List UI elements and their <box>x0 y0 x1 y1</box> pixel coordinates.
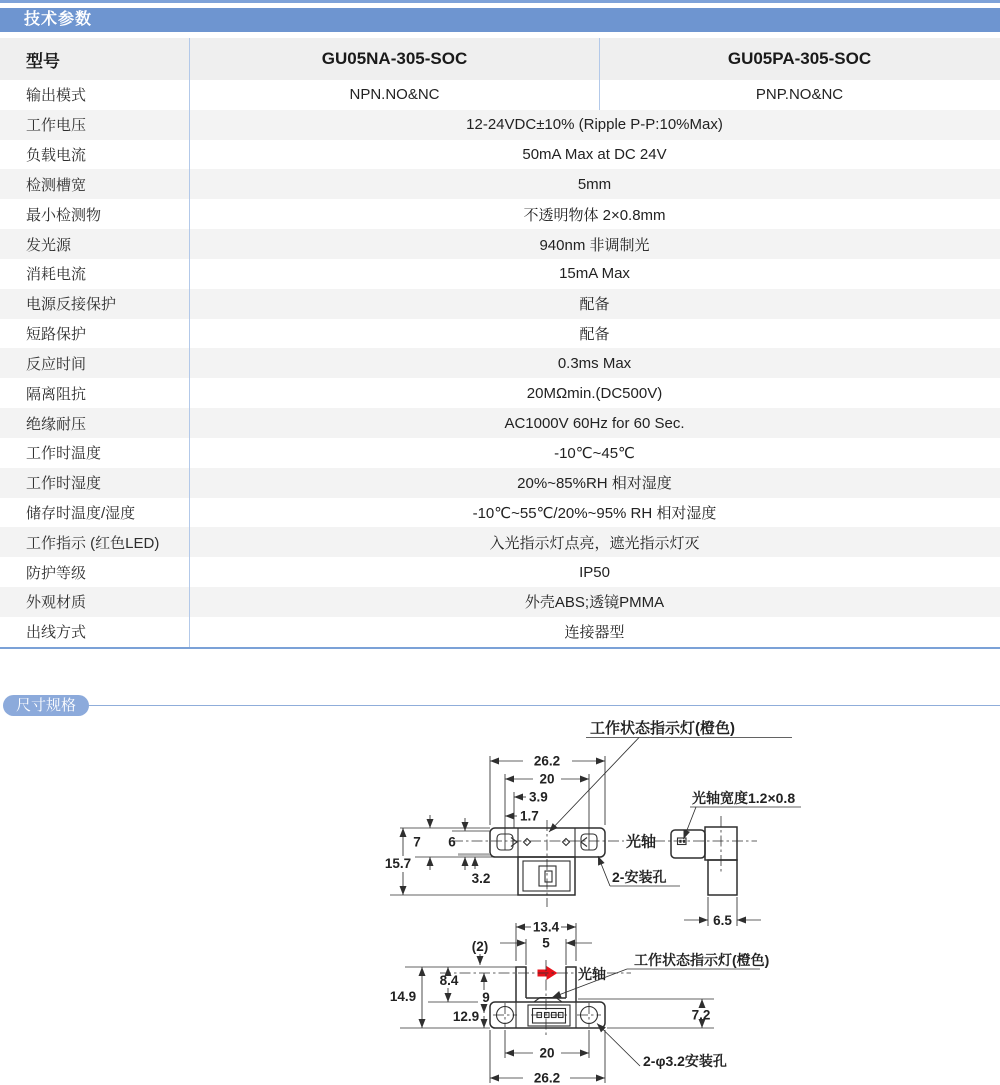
row-label: 隔离阻抗 <box>0 378 190 408</box>
row-value: 940nm 非调制光 <box>539 236 650 254</box>
row-label: 反应时间 <box>0 348 190 378</box>
bottom-dim-9: 9 <box>482 990 490 1005</box>
bottom-dim-2: (2) <box>471 939 489 954</box>
row-value: 配备 <box>579 296 610 314</box>
front-indicator-label: 工作状态指示灯(橙色) <box>590 720 735 737</box>
row-label: 短路保护 <box>0 319 190 349</box>
bottom-optical-axis-label: 光轴 <box>578 966 606 982</box>
section-divider-line <box>88 705 1000 706</box>
row-label: 出线方式 <box>0 617 190 647</box>
table-row <box>0 498 1000 528</box>
row-label: 负载电流 <box>0 140 190 170</box>
front-dim-26-2: 26.2 <box>533 753 561 769</box>
row-label: 储存时温度/湿度 <box>0 498 190 528</box>
table-row <box>0 617 1000 647</box>
bottom-dim-20: 20 <box>539 1045 555 1061</box>
header-model-npn: GU05NA-305-SOC <box>190 38 600 80</box>
front-dim-6: 6 <box>448 834 456 850</box>
row-value: IP50 <box>579 563 610 581</box>
bottom-dim-12-9: 12.9 <box>452 1009 480 1024</box>
dimension-drawing <box>0 720 1000 1085</box>
table-row <box>0 80 1000 110</box>
table-header-row <box>0 38 1000 80</box>
table-row <box>0 468 1000 498</box>
row-label: 绝缘耐压 <box>0 408 190 438</box>
table-row <box>0 110 1000 140</box>
bottom-indicator-label: 工作状态指示灯(橙色) <box>634 952 770 968</box>
row-value: 连接器型 <box>564 624 625 642</box>
row-value: 15mA Max <box>559 265 630 283</box>
row-value: -10℃~45℃ <box>554 444 635 462</box>
table-row <box>0 199 1000 229</box>
side-view <box>671 790 801 928</box>
side-dim-6-5: 6.5 <box>713 913 732 928</box>
front-view <box>385 720 792 907</box>
row-label: 消耗电流 <box>0 259 190 289</box>
row-label: 输出模式 <box>0 80 190 110</box>
row-value: -10℃~55℃/20%~95% RH 相对湿度 <box>472 505 717 522</box>
row-label: 外观材质 <box>0 587 190 617</box>
bottom-dim-26-2: 26.2 <box>533 1070 561 1085</box>
header-model: 型号 <box>0 38 190 80</box>
header-model-pnp: GU05PA-305-SOC <box>727 49 872 68</box>
table-row <box>0 557 1000 587</box>
row-value-pnp: PNP.NO&NC <box>755 86 844 104</box>
table-row <box>0 169 1000 199</box>
row-label: 工作电压 <box>0 110 190 140</box>
row-label: 最小检测物 <box>0 199 190 229</box>
front-dim-3-9: 3.9 <box>529 789 548 805</box>
front-dim-20: 20 <box>539 771 555 787</box>
table-row <box>0 140 1000 170</box>
row-value: 20MΩmin.(DC500V) <box>526 384 663 402</box>
front-mounting-label: 2-安装孔 <box>612 869 667 885</box>
dimension-drawing-svg <box>0 720 1000 1085</box>
row-label: 工作指示 (红色LED) <box>0 527 190 557</box>
row-value: 外壳ABS;透镜PMMA <box>524 594 665 612</box>
front-dim-7: 7 <box>413 834 421 850</box>
row-label: 工作时温度 <box>0 438 190 468</box>
bottom-view <box>390 920 769 1085</box>
row-label: 发光源 <box>0 229 190 259</box>
row-label: 工作时湿度 <box>0 468 190 498</box>
table-row <box>0 289 1000 319</box>
bottom-dim-14-9: 14.9 <box>389 989 417 1004</box>
table-row <box>0 438 1000 468</box>
row-value: 不透明物体 2×0.8mm <box>523 206 666 224</box>
section-title-dimensions: 尺寸规格 <box>3 695 89 716</box>
table-row <box>0 348 1000 378</box>
section-title-technical-parameters: 技术参数 <box>0 8 1000 32</box>
table-row <box>0 527 1000 557</box>
row-label: 电源反接保护 <box>0 289 190 319</box>
front-dim-1-7: 1.7 <box>520 808 539 824</box>
front-dim-15-7: 15.7 <box>384 856 412 871</box>
bottom-dim-13-4: 13.4 <box>532 919 560 935</box>
side-axis-width-label: 光轴宽度1.2×0.8 <box>692 790 796 806</box>
bottom-mounting-label: 2-φ3.2安装孔 <box>643 1053 727 1069</box>
row-value: 配备 <box>579 326 610 344</box>
table-row <box>0 229 1000 259</box>
table-row <box>0 378 1000 408</box>
row-value: 20%~85%RH 相对湿度 <box>517 475 672 493</box>
row-label: 防护等级 <box>0 557 190 587</box>
row-value: 入光指示灯点亮，遮光指示灯灭 <box>489 534 700 552</box>
table-row <box>0 259 1000 289</box>
front-dim-3-2: 3.2 <box>471 871 491 886</box>
row-label: 检测槽宽 <box>0 169 190 199</box>
table-bottom-border <box>0 647 1000 649</box>
row-value-npn: NPN.NO&NC <box>190 80 600 110</box>
front-optical-axis-label: 光轴 <box>626 833 657 851</box>
table-row <box>0 408 1000 438</box>
top-divider <box>0 0 1000 3</box>
bottom-dim-7-2: 7.2 <box>691 1007 711 1023</box>
row-value: 5mm <box>577 175 612 193</box>
bottom-dim-5: 5 <box>542 935 550 951</box>
row-value: 0.3ms Max <box>557 354 632 372</box>
spec-table <box>0 38 1000 649</box>
row-value: AC1000V 60Hz for 60 Sec. <box>504 414 685 432</box>
table-row <box>0 587 1000 617</box>
row-value: 12-24VDC±10% (Ripple P-P:10%Max) <box>466 116 723 134</box>
bottom-dim-8-4: 8.4 <box>439 973 459 988</box>
row-value: 50mA Max at DC 24V <box>522 146 667 164</box>
table-row <box>0 319 1000 349</box>
